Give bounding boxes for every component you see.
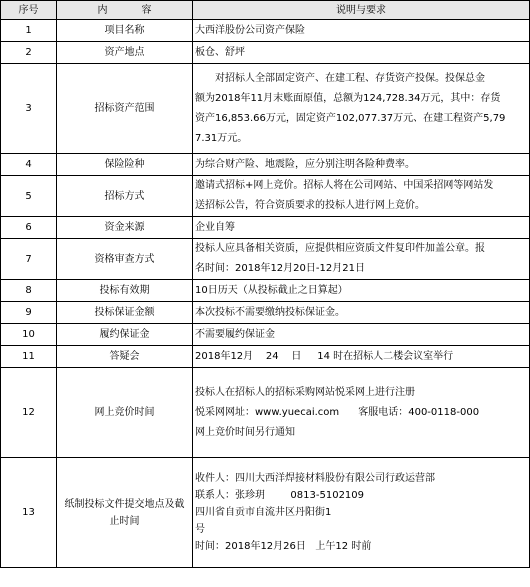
desc-line: 号 [195,524,205,535]
desc-line: 收件人：四川大西洋焊接材料股份有限公司行政运营部 [195,473,435,484]
row-no: 4 [1,154,57,176]
row-name: 资产地点 [57,42,193,64]
row-no: 13 [1,458,57,568]
desc-line: 2018年12月 24 日 14 时在招标人二楼会议室举行 [195,351,454,362]
table-row [1,324,530,346]
desc-line: 网上竞价时间另行通知 [195,426,295,438]
row-name: 投标保证金额 [57,302,193,324]
row-name [57,458,193,568]
row-desc [193,64,530,154]
row-name: 答疑会 [57,346,193,368]
row-desc [193,20,530,42]
row-no: 10 [1,324,57,346]
row-desc [193,458,530,568]
table-row [1,302,530,324]
row-name-line: 止时间 [109,515,140,527]
row-desc [193,280,530,302]
table-row [1,458,530,568]
desc-line: 联系人：张珍玥 0813-5102109 [195,490,365,501]
row-desc [193,42,530,64]
table-row [1,346,530,368]
header-desc: 说明与要求 [193,1,530,20]
row-no: 9 [1,302,57,324]
desc-line: 时间：2018年12月26日 上午12 时前 [195,541,372,552]
desc-line: 四川省自贡市自流井区丹阳街1 [195,507,332,518]
row-desc [193,239,530,280]
row-name: 保险险种 [57,154,193,176]
row-desc [193,346,530,368]
row-name: 网上竞价时间 [57,368,193,458]
header-content-right: 容 [141,4,152,16]
desc-line: 板仓、舒坪 [195,47,245,58]
desc-line: 大西洋股份公司资产保险 [195,25,305,36]
row-no: 2 [1,42,57,64]
header-no: 序号 [1,1,57,20]
row-name: 资金来源 [57,217,193,239]
desc-line: 本次投标不需要缴纳投标保证金。 [195,307,345,318]
table-row [1,280,530,302]
desc-line: 对招标人全部固定资产、在建工程、存货资产投保。投保总金 [215,72,485,84]
table-row [1,20,530,42]
row-no: 3 [1,64,57,154]
table-row [1,154,530,176]
header-content-left: 内 [97,4,108,16]
table-row [1,64,530,154]
table-row [1,217,530,239]
row-name: 项目名称 [57,20,193,42]
row-name: 投标有效期 [57,280,193,302]
row-no: 5 [1,176,57,217]
desc-line: 为综合财产险、地震险，应分别注明各险种费率。 [195,159,415,170]
desc-line: 7.31万元。 [195,132,248,144]
row-name-line: 纸制投标文件提交地点及截 [64,498,185,510]
row-desc [193,368,530,458]
desc-line: 悦采网网址：www.yuecai.com 客服电话：400-0118-000 [195,406,480,418]
desc-line: 企业自筹 [195,222,235,233]
row-no: 11 [1,346,57,368]
row-no: 7 [1,239,57,280]
table-row [1,42,530,64]
table-row [1,239,530,280]
row-name: 招标方式 [57,176,193,217]
desc-line: 邀请式招标+网上竞价。招标人将在公司网站、中国采招网等网站发 [195,180,494,191]
desc-line: 送招标公告，符合资质要求的投标人进行网上竞价。 [195,200,425,211]
row-no: 1 [1,20,57,42]
row-desc [193,302,530,324]
header-content [57,1,193,20]
desc-line: 不需要履约保证金 [195,329,275,340]
desc-line: 投标人应具备相关资质，应提供相应资质文件复印件加盖公章。报 [195,243,485,254]
table-row [1,176,530,217]
table-row [1,368,530,458]
table-header-row [1,1,530,20]
row-name: 招标资产范围 [57,64,193,154]
row-no: 12 [1,368,57,458]
row-desc [193,176,530,217]
desc-line: 10日历天（从投标截止之日算起） [195,285,348,296]
row-no: 8 [1,280,57,302]
row-name: 履约保证金 [57,324,193,346]
row-desc [193,217,530,239]
row-no: 6 [1,217,57,239]
desc-line: 额为2018年11月末账面原值，总额为124,728.34万元，其中：存货 [195,92,501,104]
desc-line: 资产16,853.66万元，固定资产102,077.37万元、在建工程资产5,79 [195,112,506,124]
row-name: 资格审查方式 [57,239,193,280]
desc-line: 投标人在招标人的招标采购网站悦采网上进行注册 [195,386,415,398]
row-desc [193,154,530,176]
row-desc [193,324,530,346]
desc-line: 名时间：2018年12月20日-12月21日 [195,263,365,274]
